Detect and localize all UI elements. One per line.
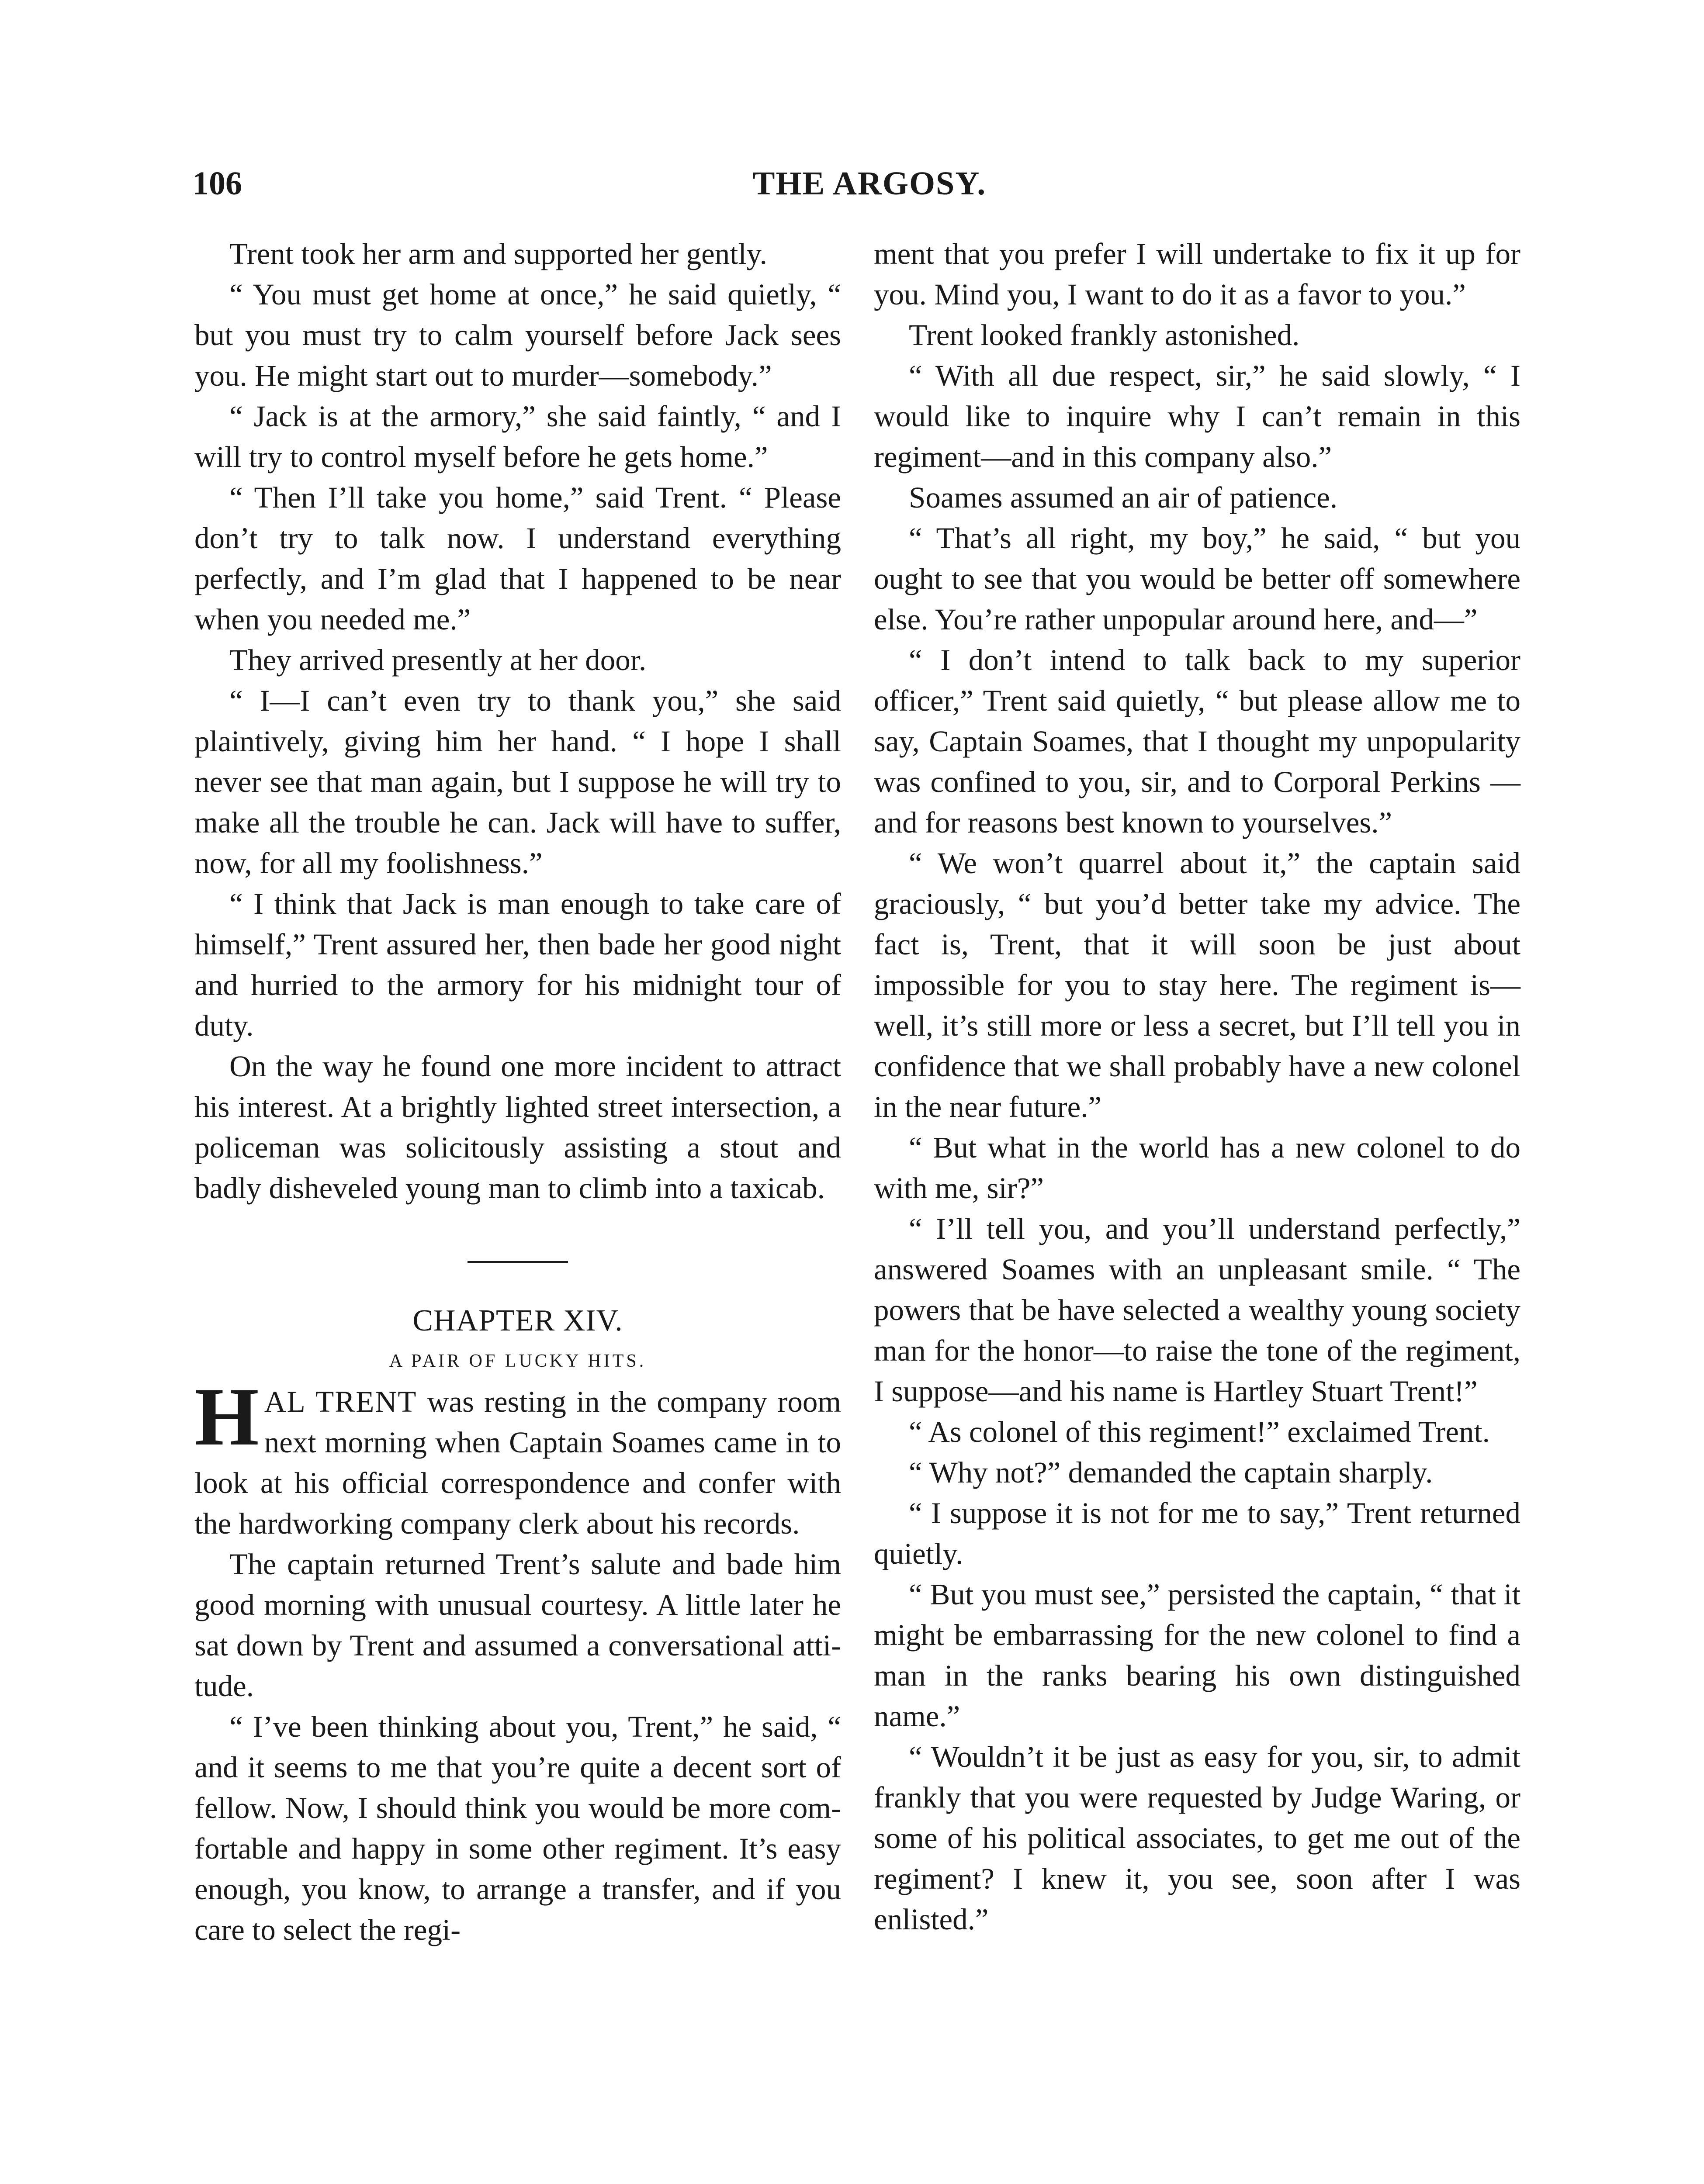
paragraph: “ As colonel of this regiment!” exclaimed Trent. bbox=[909, 1415, 1490, 1448]
page-header bbox=[192, 157, 1547, 210]
paragraph: “ With all due respect, sir,” he said slowly, “ I would like to inquire why I can’t remain in this regiment—and in this company also.” bbox=[874, 359, 1520, 473]
paragraph: “ That’s all right, my boy,” he said, “ but you ought to see that you would be better off somewhere else. You’re rather unpopular around here, and—” bbox=[874, 522, 1520, 636]
paragraph: Soames assumed an air of patience. bbox=[909, 481, 1337, 514]
paragraph: “ Wouldn’t it be just as easy for you, sir, to admit frankly that you were requested by Judge Waring, or some of his political associates, to get me out of the regiment? I knew it, you see, soon after I was enlisted.” bbox=[874, 1740, 1520, 1936]
paragraph: “ I don’t intend to talk back to my superior officer,” Trent said quietly, “ but please allow me to say, Captain Soames, that I thought my unpopularity was confined to you, sir, and to Corporal Perkins —and for reasons best known to yourselves.” bbox=[874, 643, 1520, 839]
chapter-subtitle: A PAIR OF LUCKY HITS. bbox=[389, 1351, 647, 1371]
opening-text: was resting in the company room next morning when Captain Soames came in to look at his official correspondence and confer with the hardworking company clerk about his records. bbox=[194, 1385, 841, 1540]
chapter-divider bbox=[468, 1261, 568, 1263]
paragraph: The captain returned Trent’s salute and bade him good morning with unusual courtesy. A little later he sat down by Trent and assumed a conversational attitude. bbox=[194, 1548, 841, 1703]
paragraph: “ I’ve been thinking about you, Trent,” he said, “ and it seems to me that you’re quite a decent sort of fellow. Now, I should think you would be more comfortable and happy in some other regiment. It’s easy enough, you know, to arrange a transfer, and if you care to select the regi- bbox=[194, 1710, 841, 1946]
page-number: 106 bbox=[192, 165, 242, 202]
paragraph: Trent took her arm and supported her gently. bbox=[229, 237, 767, 270]
left-column bbox=[194, 234, 841, 1950]
paragraph: “ You must get home at once,” he said quietly, “ but you must try to calm yourself before Jack sees you. He might start out to murder—somebody.” bbox=[194, 278, 841, 392]
continued-paragraph: ment that you prefer I will undertake to fix it up for you. Mind you, I want to do it as a favor to you.” bbox=[874, 237, 1520, 311]
chapter-title: CHAPTER XIV. bbox=[412, 1304, 623, 1337]
opening-small-caps: AL TRENT bbox=[264, 1385, 417, 1418]
paragraph: “ Then I’ll take you home,” said Trent. “ Please don’t try to talk now. I understand everything perfectly, and I’m glad that I happened to be near when you needed me.” bbox=[194, 481, 841, 636]
paragraph: Trent looked frankly astonished. bbox=[909, 318, 1300, 352]
paragraph: “ Jack is at the armory,” she said faintly, “ and I will try to control myself before he gets home.” bbox=[194, 400, 841, 473]
paragraph: “ Why not?” demanded the captain sharply. bbox=[909, 1456, 1433, 1489]
paragraph: They arrived presently at her door. bbox=[229, 643, 647, 677]
paragraph: “ I think that Jack is man enough to take care of himself,” Trent assured her, then bade her good night and hurried to the armory for his midnight tour of duty. bbox=[194, 887, 841, 1042]
chapter-opening-paragraph bbox=[194, 1371, 841, 1544]
paragraph: “ I suppose it is not for me to say,” Trent returned quietly. bbox=[874, 1496, 1520, 1570]
right-column bbox=[874, 234, 1520, 1940]
paragraph: “ But you must see,” persisted the captain, “ that it might be embarrassing for the new colonel to find a man in the ranks bearing his own distinguished name.” bbox=[874, 1578, 1520, 1733]
paragraph: “ I’ll tell you, and you’ll understand perfectly,” answered Soames with an unpleasant smile. “ The powers that be have selected a wealthy young society man for the honor—to raise the tone of the regiment, I suppose—and his name is Hartley Stuart Trent!” bbox=[874, 1212, 1520, 1408]
paragraph: “ We won’t quarrel about it,” the captain said graciously, “ but you’d better take my advice. The fact is, Trent, that it will soon be just about impossible for you to stay here. The regiment is—well, it’s still more or less a secret, but I’ll tell you in confidence that we shall probably have a new colonel in the near future.” bbox=[874, 847, 1520, 1123]
paragraph: On the way he found one more incident to attract his interest. At a brightly lighted street intersection, a policeman was solicitously assisting a stout and badly disheveled young man to climb into a taxicab. bbox=[194, 1050, 841, 1205]
paragraph: “ I—I can’t even try to thank you,” she said plaintively, giving him her hand. “ I hope I shall never see that man again, but I suppose he will try to make all the trouble he can. Jack will have to suffer, now, for all my foolishness.” bbox=[194, 684, 841, 880]
running-head: THE ARGOSY. bbox=[752, 165, 987, 202]
drop-cap: H bbox=[194, 1371, 259, 1463]
paragraph: “ But what in the world has a new colonel to do with me, sir?” bbox=[874, 1131, 1520, 1205]
